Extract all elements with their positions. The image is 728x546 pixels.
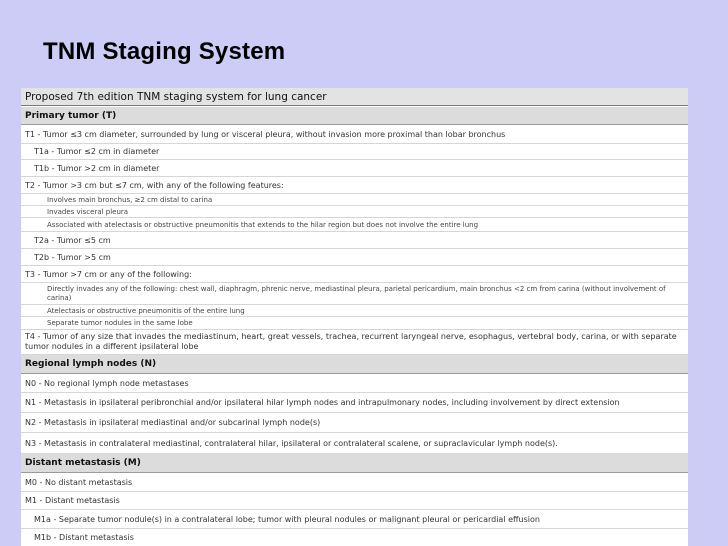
row-text: M1 - Distant metastasis — [25, 496, 120, 505]
section-primary-tumor — [21, 107, 688, 125]
row-text: M1a - Separate tumor nodule(s) in a contralateral lobe; tumor with pleural nodules or malignant pleural or pericardial effusion — [34, 515, 540, 524]
table-row — [21, 232, 688, 249]
row-text: M0 - No distant metastasis — [25, 478, 133, 487]
row-text: N1 - Metastasis in ipsilateral peribronchial and/or ipsilateral hilar lymph nodes and intrapulmonary nodes, including involvement by direct extension — [25, 398, 620, 407]
table-row — [21, 317, 688, 330]
table-row — [21, 249, 688, 266]
table-row — [21, 283, 688, 305]
row-text: Primary tumor (T) — [25, 111, 117, 121]
row-text: T2 - Tumor >3 cm but ≤7 cm, with any of the following features: — [25, 181, 284, 190]
table-row — [21, 177, 688, 194]
table-row — [21, 160, 688, 177]
table-row — [21, 529, 688, 546]
row-text: Involves main bronchus, ≥2 cm distal to carina — [47, 196, 213, 204]
staging-table — [21, 88, 688, 546]
table-row — [21, 125, 688, 144]
table-row — [21, 413, 688, 433]
table-row — [21, 218, 688, 232]
row-text: N3 - Metastasis in contralateral mediastinal, contralateral hilar, ipsilateral or contralateral scalene, or supraclavicular lymph node(s). — [25, 439, 558, 448]
row-text: Atelectasis or obstructive pneumonitis of the entire lung — [47, 307, 245, 315]
row-text: T1b - Tumor >2 cm in diameter — [34, 164, 160, 173]
table-row — [21, 305, 688, 317]
table-row — [21, 433, 688, 454]
row-text: T2b - Tumor >5 cm — [34, 253, 111, 262]
row-text: Separate tumor nodules in the same lobe — [47, 319, 193, 327]
row-text: Associated with atelectasis or obstructive pneumonitis that extends to the hilar region but does not involve the entire lung — [47, 221, 479, 229]
table-row — [21, 194, 688, 206]
table-row — [21, 330, 688, 355]
row-text: Distant metastasis (M) — [25, 458, 141, 468]
row-text: Regional lymph nodes (N) — [25, 359, 157, 369]
table-row — [21, 393, 688, 413]
row-text: T1 - Tumor ≤3 cm diameter, surrounded by lung or visceral pleura, without invasion more proximal than lobar bronchus — [25, 130, 506, 139]
section-distant-metastasis — [21, 454, 688, 473]
row-text: T1a - Tumor ≤2 cm in diameter — [34, 147, 160, 156]
row-text: N2 - Metastasis in ipsilateral mediastinal and/or subcarinal lymph node(s) — [25, 418, 321, 427]
table-title: Proposed 7th edition TNM staging system for lung cancer — [21, 88, 688, 106]
row-text: T4 - Tumor of any size that invades the mediastinum, heart, great vessels, trachea, recurrent laryngeal nerve, esophagus, vertebral body, carina, or with separate tumor nodules in a different ipsilateral lobe — [25, 332, 677, 351]
row-text: Invades visceral pleura — [47, 208, 129, 216]
table-row — [21, 510, 688, 529]
table-row — [21, 473, 688, 492]
row-text: N0 - No regional lymph node metastases — [25, 379, 189, 388]
row-text: T3 - Tumor >7 cm or any of the following: — [25, 270, 192, 279]
table-row — [21, 374, 688, 393]
row-text: Directly invades any of the following: chest wall, diaphragm, phrenic nerve, mediastinal pleura, parietal pericardium, main bronchus <2 cm from carina (without involvement of carina) — [47, 285, 666, 302]
table-row — [21, 144, 688, 160]
table-row — [21, 492, 688, 510]
row-text: T2a - Tumor ≤5 cm — [34, 236, 111, 245]
table-row — [21, 266, 688, 283]
section-regional-lymph-nodes — [21, 355, 688, 374]
row-text: M1b - Distant metastasis — [34, 533, 134, 542]
slide-title: TNM Staging System — [43, 38, 286, 65]
table-row — [21, 206, 688, 218]
